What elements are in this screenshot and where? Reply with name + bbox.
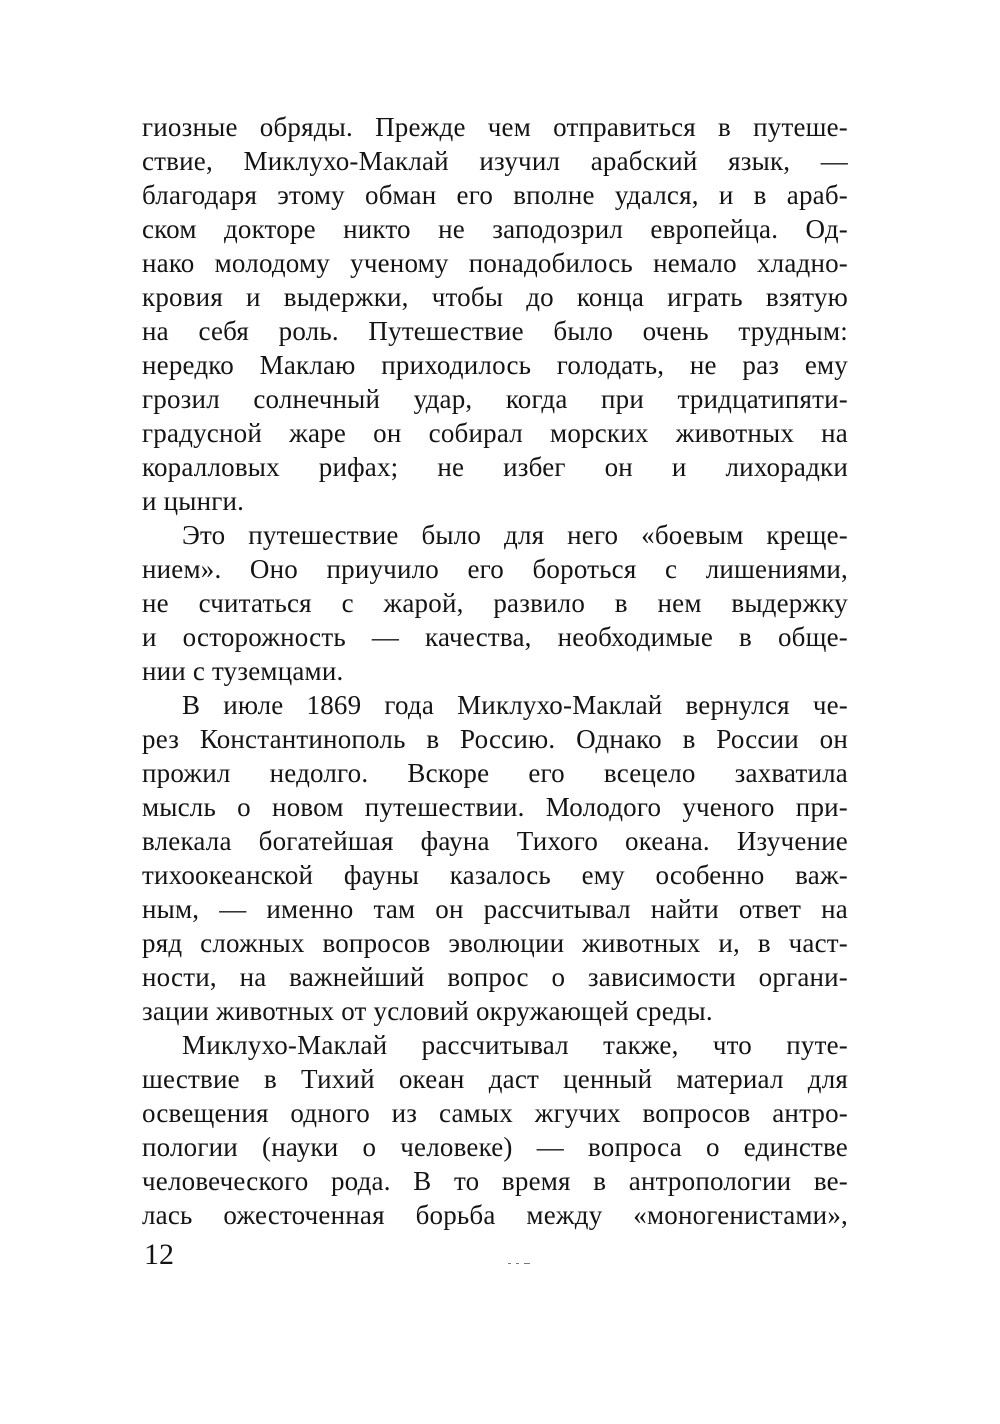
text-line: кровия и выдержки, чтобы до конца играть взятую xyxy=(142,282,848,312)
text-line: В июле 1869 года Миклухо-Маклай вернулся че- xyxy=(182,690,848,720)
text-line: ности, на важнейший вопрос о зависимости органи- xyxy=(142,962,848,992)
text-line: влекала богатейшая фауна Тихого океана. Изучение xyxy=(142,826,848,856)
text-line: пологии (науки о человеке) — вопроса о единстве xyxy=(142,1132,848,1162)
body-text xyxy=(142,110,848,1232)
text-line: рез Константинополь в Россию. Однако в России он xyxy=(142,724,848,754)
scan-speck xyxy=(516,1263,519,1264)
scan-speck xyxy=(508,1263,511,1264)
text-line: человеческого рода. В то время в антропологии ве- xyxy=(142,1166,848,1196)
text-line: на себя роль. Путешествие было очень трудным: xyxy=(142,316,848,346)
text-line: и цынги. xyxy=(142,486,245,516)
text-line: не считаться с жарой, развило в нем выдержку xyxy=(142,588,848,618)
text-line: нием». Оно приучило его бороться с лишениями, xyxy=(142,554,848,584)
text-line: коралловых рифах; не избег он и лихорадки xyxy=(142,452,848,482)
text-line: шествие в Тихий океан даст ценный материал для xyxy=(142,1064,848,1094)
text-line: нако молодому ученому понадобилось немало хладно- xyxy=(142,248,848,278)
text-line: тихоокеанской фауны казалось ему особенно важ- xyxy=(142,860,848,890)
text-line: освещения одного из самых жгучих вопросов антро- xyxy=(142,1098,848,1128)
text-line: ным, — именно там он рассчитывал найти ответ на xyxy=(142,894,848,924)
text-line: ствие, Миклухо-Маклай изучил арабский язык, — xyxy=(142,146,848,176)
text-line: нии с туземцами. xyxy=(142,656,344,686)
scan-speck xyxy=(524,1263,530,1264)
text-line: ряд сложных вопросов эволюции животных и, в част- xyxy=(142,928,848,958)
text-line: прожил недолго. Вскоре его всецело захватила xyxy=(142,758,848,788)
text-line: грозил солнечный удар, когда при тридцатипяти- xyxy=(142,384,848,414)
text-line: Это путешествие было для него «боевым креще- xyxy=(182,520,848,550)
text-line: лась ожесточенная борьба между «моногенистами», xyxy=(142,1200,848,1230)
text-line: гиозные обряды. Прежде чем отправиться в путеше- xyxy=(142,112,848,142)
text-line: нередко Маклаю приходилось голодать, не раз ему xyxy=(142,350,848,380)
text-line: Миклухо-Маклай рассчитывал также, что путе- xyxy=(182,1030,848,1060)
text-line: мысль о новом путешествии. Молодого ученого при- xyxy=(142,792,848,822)
text-line: градусной жаре он собирал морских животных на xyxy=(142,418,848,448)
text-line: зации животных от условий окружающей среды. xyxy=(142,996,713,1026)
text-line: и осторожность — качества, необходимые в обще- xyxy=(142,622,848,652)
text-line: ском докторе никто не заподозрил европейца. Од- xyxy=(142,214,848,244)
page-number: 12 xyxy=(144,1238,174,1271)
scan-specks xyxy=(508,1262,534,1266)
text-line: благодаря этому обман его вполне удался, и в араб- xyxy=(142,180,848,210)
